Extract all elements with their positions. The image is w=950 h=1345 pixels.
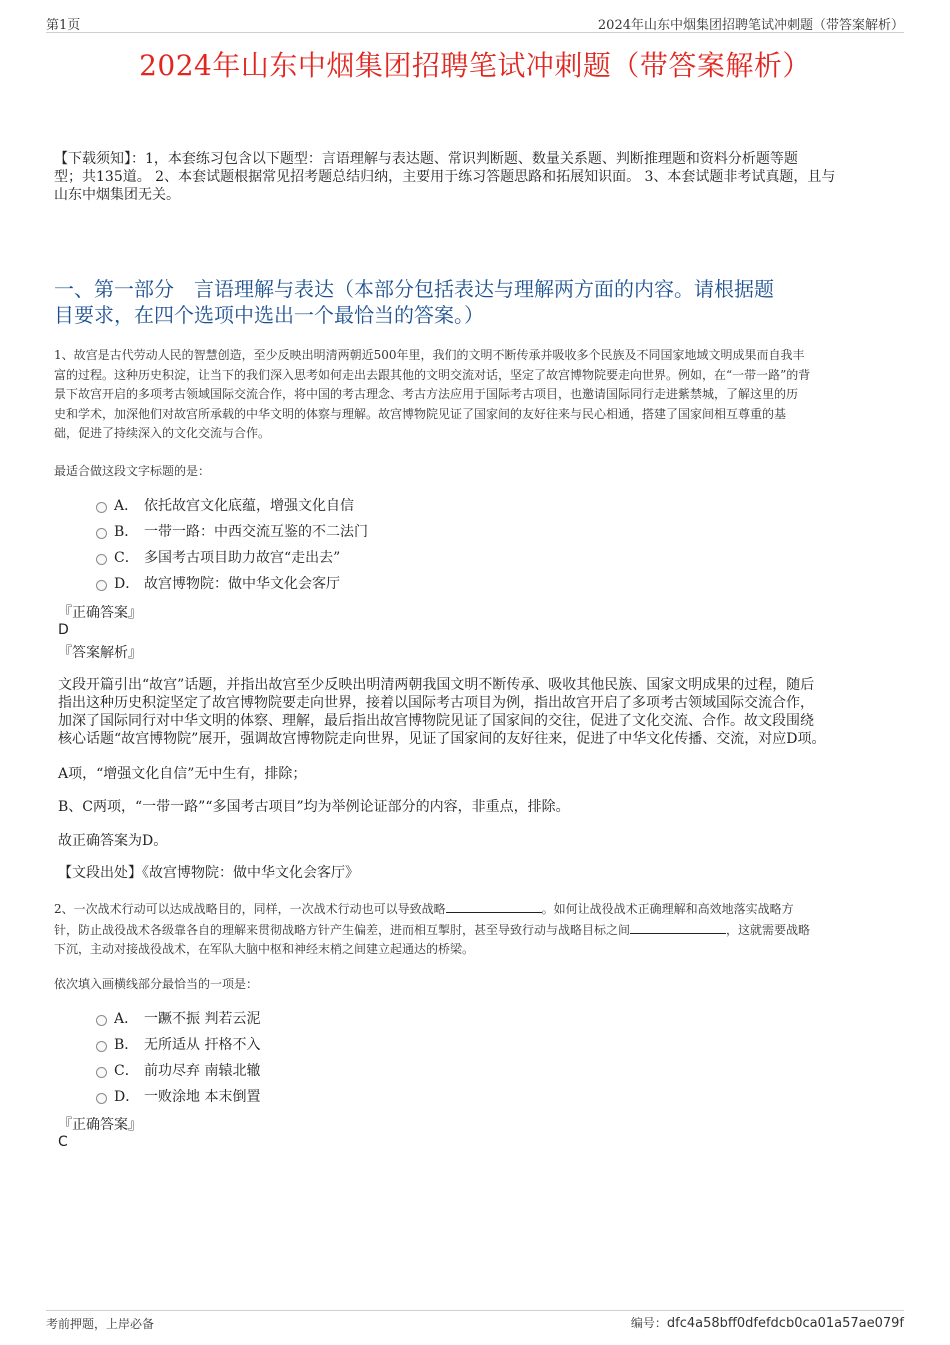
notice-line: 山东中烟集团无关。 [54,187,180,203]
option-letter: A． [114,498,139,514]
option-b[interactable] [96,1035,696,1061]
option-letter: D． [114,1089,140,1105]
radio-icon[interactable] [96,1015,107,1026]
option-c[interactable] [96,1061,696,1087]
document-title: 2024年山东中烟集团招聘笔试冲刺题（带答案解析） [139,49,811,82]
analysis-line: 加深了国际同行对中华文明的体察、理解，最后指出故宫博物院见证了国家间的交往，促进了文化交流、合作。故文段围绕 [58,713,814,729]
analysis-body [58,676,888,748]
section-heading-line: 目要求，在四个选项中选出一个最恰当的答案。） [54,303,484,327]
question-line: 2、一次战术行动可以达成战略目的，同样，一次战术行动也可以导致战略 。如何让战役战术正确理解和高效地落实战略方 [54,899,900,920]
option-text: 依托故宫文化底蕴，增强文化自信 [144,498,354,514]
option-text: 无所适从 扞格不入 [144,1037,261,1053]
answer-value: C [58,1134,68,1150]
option-d[interactable] [96,574,696,600]
radio-icon[interactable] [96,1041,107,1052]
option-text: 一败涂地 本末倒置 [144,1089,261,1105]
page-header [46,14,904,33]
question-1-options [96,496,696,600]
analysis-option-bc: B、C两项，“一带一路”“多国考古项目”均为举例论证部分的内容，非重点，排除。 [58,799,570,815]
option-text: 多国考古项目助力故宫“走出去” [144,550,341,566]
option-letter: C． [114,550,139,566]
option-b[interactable] [96,522,696,548]
option-text: 前功尽弃 南辕北辙 [144,1063,261,1079]
question-line: 针，防止战役战术各级靠各自的理解来贯彻战略方针产生偏差，进而相互掣肘，甚至导致行动与战略目标之间 ，这就需要战略 [54,920,900,941]
answer-label: 『正确答案』 [58,1117,142,1133]
question-line: 史和学术，加深他们对故宫所承载的中华文明的体察与理解。故宫博物院见证了国家间的友好往来与民心相通，搭建了国家间相互尊重的基 [54,406,787,421]
footer-slogan: 考前押题，上岸必备 [46,1317,155,1331]
download-notice [54,150,900,204]
question-1-prompt: 最适合做这段文字标题的是： [54,464,211,478]
answer-value: D [58,622,69,638]
analysis-label: 『答案解析』 [58,645,142,661]
analysis-line: 指出这种历史积淀坚定了故宫博物院要走向世界，接着以国际考古项目为例，指出故宫开启了多项考古领域国际交流合作， [58,695,814,711]
notice-line: 型；共135道。 2、本套试题根据常见招考题总结归纳，主要用于练习答题思路和拓展知识面。 3、本套试题非考试真题，且与 [54,169,836,185]
option-letter: A． [114,1011,139,1027]
radio-icon[interactable] [96,1093,107,1104]
question-2-options [96,1009,696,1113]
passage-source: 【文段出处】《故宫博物院：做中华文化会客厅》 [58,865,359,881]
question-1-text [54,346,900,444]
question-line: 1、故宫是古代劳动人民的智慧创造，至少反映出明清两朝近500年里，我们的文明不断传承并吸收多个民族及不同国家地域文明成果而自我丰 [54,348,805,362]
page-number: 第1页 [46,18,81,33]
analysis-line: 核心话题“故宫博物院”展开，强调故宫博物院走向世界，见证了国家间的友好往来，促进了中华文化传播、交流，对应D项。 [58,731,826,747]
section-heading-line: 一、第一部分 言语理解与表达（本部分包括表达与理解两方面的内容。请根据题 [54,277,774,301]
radio-icon[interactable] [96,554,107,565]
option-letter: B． [114,524,139,540]
question-line: 下沉，主动对接战役战术，在军队大脑中枢和神经末梢之间建立起通达的桥梁。 [54,942,475,956]
option-letter: C． [114,1063,139,1079]
option-letter: B． [114,1037,139,1053]
option-a[interactable] [96,496,696,522]
option-text: 故宫博物院：做中华文化会客厅 [144,576,340,592]
question-2-text [54,899,900,960]
analysis-option-a: A项，“增强文化自信”无中生有，排除； [58,766,307,782]
option-text: 一蹶不振 判若云泥 [144,1011,261,1027]
answer-label: 『正确答案』 [58,605,142,621]
radio-icon[interactable] [96,580,107,591]
question-line: 础，促进了持续深入的文化交流与合作。 [54,426,271,440]
option-text: 一带一路：中西交流互鉴的不二法门 [144,524,368,540]
option-c[interactable] [96,548,696,574]
section-heading [54,276,900,328]
question-line: 富的过程。这种历史积淀，让当下的我们深入思考如何走出去跟其他的文明交流对话，坚定了故宫博物院要走向世界。例如，在“一带一路”的背 [54,367,811,382]
option-a[interactable] [96,1009,696,1035]
question-line: 景下故宫开启的多项考古领域国际交流合作，将中国的考古理念、考古方法应用于国际考古项目，也邀请国际同行走进紫禁城，了解这里的历 [54,387,799,401]
document-code: 编号：dfc4a58bff0dfefdcb0ca01a57ae079f [630,1316,904,1331]
radio-icon[interactable] [96,528,107,539]
radio-icon[interactable] [96,1067,107,1078]
analysis-conclusion: 故正确答案为D。 [58,833,168,849]
analysis-line: 文段开篇引出“故宫”话题，并指出故宫至少反映出明清两朝我国文明不断传承、吸收其他民族、国家文明成果的过程，随后 [58,677,815,693]
option-letter: D． [114,576,140,592]
running-title: 2024年山东中烟集团招聘笔试冲刺题（带答案解析） [597,18,904,33]
page-footer [46,1310,904,1331]
blank-2 [630,920,726,934]
notice-line: 【下载须知】：1，本套练习包含以下题型：言语理解与表达题、常识判断题、数量关系题、判断推理题和资料分析题等题 [54,151,798,167]
blank-1 [446,899,542,913]
radio-icon[interactable] [96,502,107,513]
option-d[interactable] [96,1087,696,1113]
question-2-prompt: 依次填入画横线部分最恰当的一项是： [54,977,259,991]
